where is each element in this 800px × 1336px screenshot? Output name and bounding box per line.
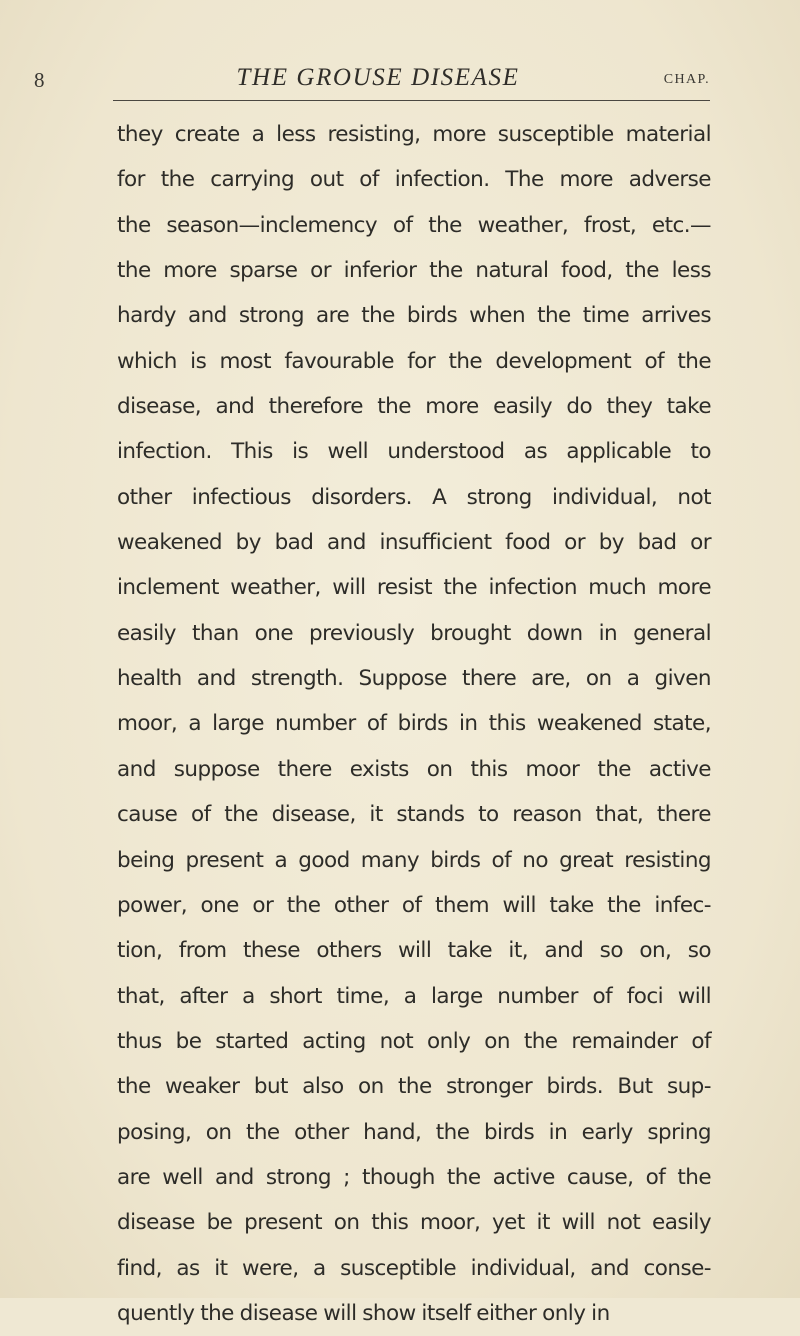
text-line: the more sparse or inferior the natural food, the less (117, 258, 711, 284)
chapter-abbrev: CHAP. (663, 72, 710, 87)
text-line: hardy and strong are the birds when the time arrives (117, 303, 711, 329)
body-text (117, 112, 711, 1336)
text-line: they create a less resisting, more susceptible material (117, 122, 711, 147)
text-line: health and strength. Suppose there are, on a given (117, 666, 711, 692)
text-line: weakened by bad and insufficient food or by bad or (117, 530, 711, 556)
text-line: quently the disease will show itself either only in (117, 1300, 610, 1326)
header-rule (113, 100, 710, 101)
text-line: inclement weather, will resist the infection much more (117, 575, 711, 601)
text-line: other infectious disorders. A strong individual, not (117, 484, 711, 510)
text-line: for the carrying out of infection. The more adverse (117, 167, 711, 193)
page-number: 8 (34, 68, 45, 92)
text-line: cause of the disease, it stands to reason that, there (117, 802, 711, 828)
text-line: the season—inclemency of the weather, frost, etc.— (117, 212, 711, 238)
text-line: being present a good many birds of no great resisting (117, 847, 711, 873)
text-line: find, as it were, a susceptible individual, and conse- (117, 1255, 711, 1281)
text-line: moor, a large number of birds in this weakened state, (117, 711, 711, 737)
running-title: THE GROUSE DISEASE (236, 64, 520, 91)
text-line: posing, on the other hand, the birds in early spring (117, 1119, 711, 1145)
text-line: power, one or the other of them will take the infec- (117, 892, 711, 918)
running-head (28, 62, 728, 94)
text-line: are well and strong ; though the active cause, of the (117, 1164, 711, 1190)
text-line: the weaker but also on the stronger birds. But sup- (117, 1074, 711, 1100)
text-line: disease, and therefore the more easily do they take (117, 394, 711, 420)
text-line: tion, from these others will take it, and so on, so (117, 938, 711, 964)
text-line: infection. This is well understood as applicable to (117, 439, 711, 465)
text-line: easily than one previously brought down in general (117, 620, 711, 646)
text-line: that, after a short time, a large number of foci will (117, 983, 711, 1009)
text-line: and suppose there exists on this moor the active (117, 756, 711, 782)
text-line: thus be started acting not only on the remainder of (117, 1028, 711, 1054)
text-line: disease be present on this moor, yet it will not easily (117, 1210, 711, 1236)
text-line: which is most favourable for the development of the (117, 348, 711, 374)
